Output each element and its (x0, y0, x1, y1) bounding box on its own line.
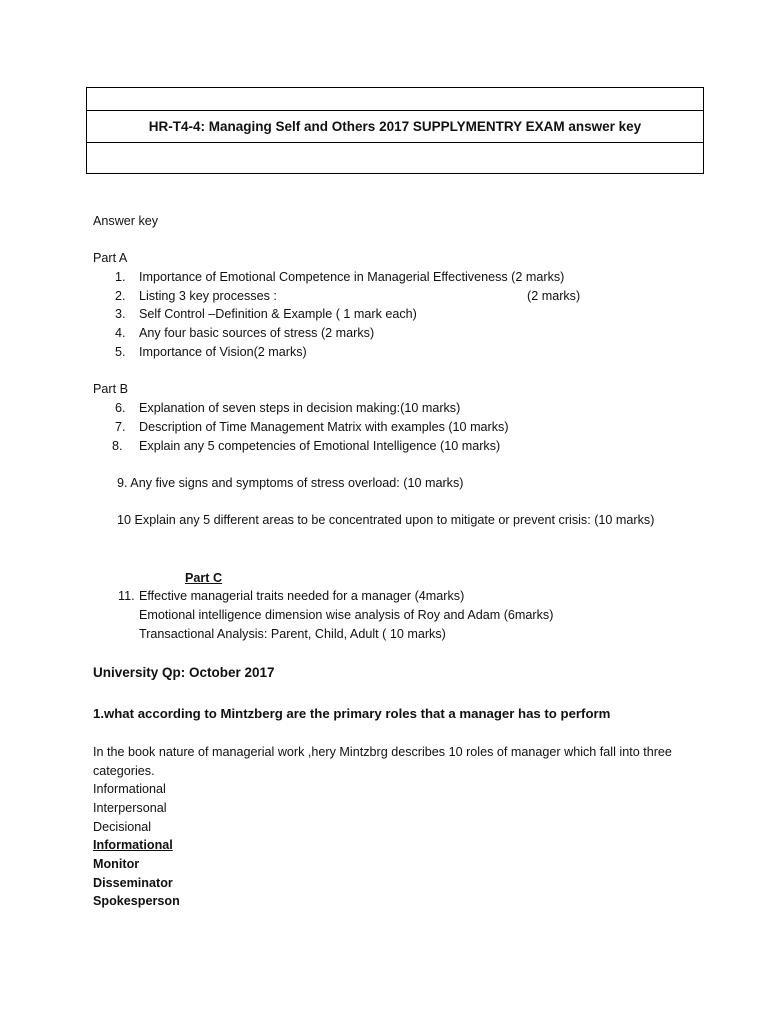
part-b-item-number: 7. (115, 420, 126, 434)
part-b-label: Part B (93, 382, 128, 396)
part-a-item-number: 4. (115, 326, 126, 340)
part-a-item-text: Any four basic sources of stress (2 marks) (139, 326, 375, 340)
part-a-item-number: 5. (115, 345, 126, 359)
part-b-item-number: 8. (112, 439, 123, 453)
category-item: Decisional (93, 820, 152, 834)
part-a-item-number: 3. (115, 307, 126, 321)
part-a-item-marks: (2 marks) (527, 289, 581, 303)
part-a-item-text: Self Control –Definition & Example ( 1 mark each) (139, 307, 417, 321)
part-c-line: Transactional Analysis: Parent, Child, Adult ( 10 marks) (139, 627, 446, 641)
part-c-line: Emotional intelligence dimension wise analysis of Roy and Adam (6marks) (139, 608, 554, 622)
part-a-item-text: Listing 3 key processes : (139, 289, 277, 303)
part-b-item-10: 10 Explain any 5 different areas to be concentrated upon to mitigate or prevent crisis: (10 marks) (117, 513, 655, 527)
part-a-item-text: Importance of Emotional Competence in Managerial Effectiveness (2 marks) (139, 270, 565, 284)
part-b-item-number: 6. (115, 401, 126, 415)
category-item: Informational (93, 782, 166, 796)
part-a-label: Part A (93, 251, 128, 265)
role-item: Spokesperson (93, 894, 180, 908)
answer-key-label: Answer key (93, 214, 159, 228)
part-c-label: Part C (185, 571, 223, 585)
header-table (86, 87, 704, 174)
part-b-item-9: 9. Any five signs and symptoms of stress overload: (10 marks) (117, 476, 464, 490)
informational-subheading: Informational (93, 838, 173, 852)
part-b-item-text: Description of Time Management Matrix with examples (10 marks) (139, 420, 509, 434)
university-paragraph-line: In the book nature of managerial work ,hery Mintzbrg describes 10 roles of manager which fall into three (93, 745, 672, 759)
role-item: Monitor (93, 857, 140, 871)
university-heading: University Qp: October 2017 (93, 665, 275, 680)
university-paragraph-line: categories. (93, 764, 155, 778)
university-question: 1.what according to Mintzberg are the primary roles that a manager has to perform (93, 706, 611, 721)
part-b-item-text: Explanation of seven steps in decision making:(10 marks) (139, 401, 461, 415)
part-c-item-number: 11. (118, 589, 135, 603)
part-b-item-text: Explain any 5 competencies of Emotional Intelligence (10 marks) (139, 439, 501, 453)
role-item: Disseminator (93, 876, 173, 890)
category-item: Interpersonal (93, 801, 167, 815)
header-title-row (87, 110, 703, 143)
part-a-item-number: 2. (115, 289, 126, 303)
part-a-item-text: Importance of Vision(2 marks) (139, 345, 307, 359)
document-title: HR-T4-4: Managing Self and Others 2017 SUPPLYMENTRY EXAM answer key (148, 119, 642, 134)
part-a-item-number: 1. (115, 270, 126, 284)
part-c-line: Effective managerial traits needed for a manager (4marks) (139, 589, 465, 603)
